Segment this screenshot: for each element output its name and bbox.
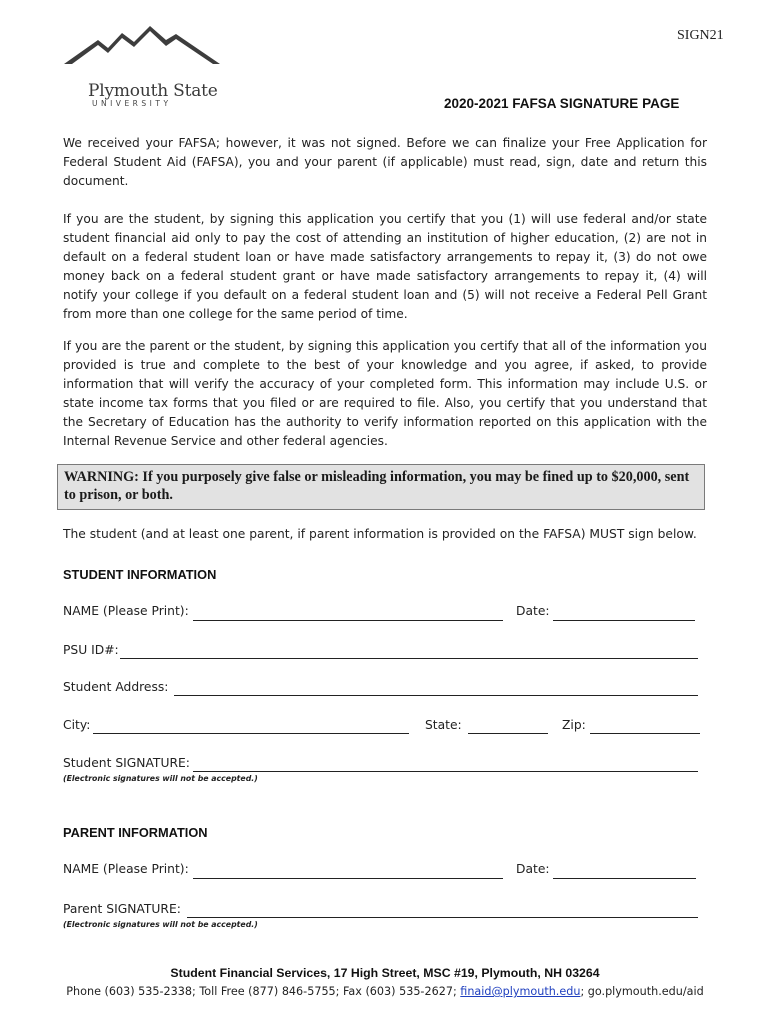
state-label: State: (425, 718, 462, 732)
student-address-label: Student Address: (63, 680, 169, 694)
footer-address: Student Financial Services, 17 High Street, MSC #19, Plymouth, NH 03264 (170, 966, 600, 980)
parent-name-label: NAME (Please Print): (63, 862, 189, 876)
parent-date-label: Date: (516, 862, 550, 876)
student-certification-paragraph: If you are the student, by signing this application you certify that you (1) will use federal and/or state student financial aid only to pay the cost of attending an institution of higher education, (2) are not in default on a federal student loan or have made satisfactory arrangements to repay it, (3) do not owe money back on a federal student grant or have made satisfactory arrangements to repay it, (4) will notify your college if you default on a federal student loan and (5) will not receive a Federal Pell Grant from more than one college for the same period of time. (63, 212, 707, 321)
warning-box: WARNING: If you purposely give false or misleading information, you may be fined up to $20,000, sent to prison, or both. (57, 464, 705, 510)
psu-id-field[interactable] (120, 658, 698, 659)
student-signature-note: (Electronic signatures will not be accepted.) (63, 774, 258, 783)
form-code: SIGN21 (677, 28, 724, 43)
signing-instruction: The student (and at least one parent, if parent information is provided on the FAFSA) MUST sign below. (63, 527, 697, 541)
student-signature-field[interactable] (193, 771, 698, 772)
student-info-heading: STUDENT INFORMATION (63, 567, 217, 582)
parent-name-field[interactable] (193, 878, 503, 879)
footer-contact-prefix: Phone (603) 535-2338; Toll Free (877) 846-5755; Fax (603) 535-2627; (66, 985, 461, 998)
parent-signature-note: (Electronic signatures will not be accepted.) (63, 920, 258, 929)
logo-name: Plymouth State (88, 81, 218, 101)
footer-contact (0, 985, 770, 998)
parent-date-field[interactable] (553, 878, 696, 879)
parent-info-heading: PARENT INFORMATION (63, 825, 208, 840)
parent-certification-paragraph: If you are the parent or the student, by signing this application you certify that all of the information you provided is true and complete to the best of your knowledge and you agree, if asked, to provide information that will verify the accuracy of your completed form. This information may include U.S. or state income tax forms that you filed or are required to file. Also, you certify that you understand that the Secretary of Education has the authority to verify information reported on this application with the Internal Revenue Service and other federal agencies. (63, 339, 707, 448)
zip-field[interactable] (590, 733, 700, 734)
zip-label: Zip: (562, 718, 586, 732)
student-address-field[interactable] (174, 695, 698, 696)
student-signature-label: Student SIGNATURE: (63, 756, 190, 770)
city-field[interactable] (93, 733, 409, 734)
student-name-label: NAME (Please Print): (63, 604, 189, 618)
student-name-field[interactable] (193, 620, 503, 621)
footer-contact-suffix: ; go.plymouth.edu/aid (580, 985, 704, 998)
intro-paragraph: We received your FAFSA; however, it was not signed. Before we can finalize your Free Application for Federal Student Aid (FAFSA), you and your parent (if applicable) must read, sign, date and return this document. (63, 136, 707, 188)
state-field[interactable] (468, 733, 548, 734)
logo-subtitle: UNIVERSITY (92, 99, 172, 108)
page-title: 2020-2021 FAFSA SIGNATURE PAGE (444, 96, 680, 111)
parent-signature-field[interactable] (187, 917, 698, 918)
student-date-field[interactable] (553, 620, 695, 621)
parent-signature-label: Parent SIGNATURE: (63, 902, 181, 916)
city-label: City: (63, 718, 91, 732)
psu-id-label: PSU ID#: (63, 643, 119, 657)
student-date-label: Date: (516, 604, 550, 618)
email-link[interactable]: finaid@plymouth.edu (460, 985, 581, 998)
